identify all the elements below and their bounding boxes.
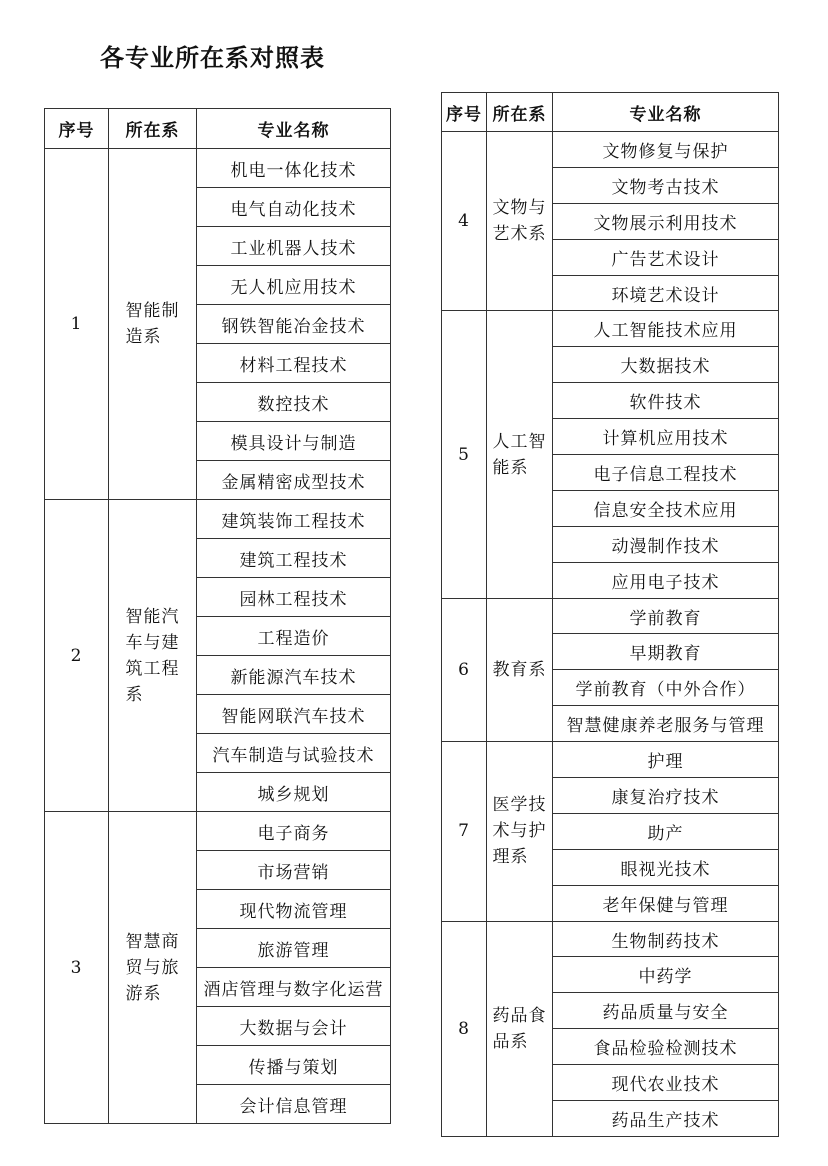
major-cell: 酒店管理与数字化运营 — [197, 968, 391, 1007]
dept-name-line: 品系 — [492, 1031, 529, 1052]
dept-name-line: 医学技 — [492, 795, 547, 816]
major-cell: 计算机应用技术 — [553, 419, 779, 455]
major-cell: 市场营销 — [197, 851, 391, 890]
seq-cell: 7 — [442, 742, 487, 921]
header-seq: 序号 — [45, 109, 109, 149]
major-cell: 早期教育 — [553, 634, 779, 670]
major-cell: 药品生产技术 — [553, 1101, 779, 1137]
dept-name-line: 智能制 — [125, 301, 180, 321]
major-cell: 人工智能技术应用 — [553, 311, 779, 347]
major-cell: 助产 — [553, 813, 779, 849]
dept-cell — [109, 149, 197, 500]
table-row — [442, 742, 779, 778]
dept-name-line: 筑工程 — [125, 658, 180, 679]
header-major: 专业名称 — [553, 93, 779, 132]
major-cell: 广告艺术设计 — [553, 239, 779, 275]
seq-cell: 3 — [45, 812, 109, 1124]
dept-name-line: 文物与 — [492, 198, 547, 219]
major-cell: 环境艺术设计 — [553, 275, 779, 311]
major-cell: 老年保健与管理 — [553, 885, 779, 921]
major-cell: 钢铁智能冶金技术 — [197, 305, 391, 344]
major-cell: 生物制药技术 — [553, 921, 779, 957]
major-cell: 软件技术 — [553, 383, 779, 419]
major-cell: 学前教育 — [553, 598, 779, 634]
dept-cell — [487, 742, 553, 921]
major-cell: 材料工程技术 — [197, 344, 391, 383]
seq-cell: 8 — [442, 921, 487, 1136]
major-cell: 传播与策划 — [197, 1046, 391, 1085]
left-table — [44, 108, 391, 1124]
dept-name — [493, 657, 547, 683]
header-row — [442, 93, 779, 132]
major-cell: 新能源汽车技术 — [197, 656, 391, 695]
major-cell: 大数据技术 — [553, 347, 779, 383]
dept-name-line: 智能汽 — [125, 606, 180, 627]
seq-cell: 1 — [45, 149, 109, 500]
dept-cell — [109, 812, 197, 1124]
dept-name-line: 贸与旅 — [125, 957, 180, 978]
major-cell: 文物展示利用技术 — [553, 203, 779, 239]
left-table-body — [45, 149, 391, 1124]
dept-name-line: 艺术系 — [492, 224, 547, 245]
dept-name — [126, 298, 180, 350]
table-row — [45, 149, 391, 188]
major-cell: 信息安全技术应用 — [553, 490, 779, 526]
major-cell: 工程造价 — [197, 617, 391, 656]
major-cell: 药品质量与安全 — [553, 993, 779, 1029]
dept-cell — [487, 921, 553, 1136]
major-cell: 智能网联汽车技术 — [197, 695, 391, 734]
dept-name-line: 教育系 — [492, 659, 547, 680]
header-dept: 所在系 — [109, 109, 197, 149]
table-row — [45, 812, 391, 851]
major-cell: 学前教育（中外合作） — [553, 670, 779, 706]
table-row — [45, 500, 391, 539]
table-row — [442, 921, 779, 957]
major-cell: 康复治疗技术 — [553, 778, 779, 814]
dept-cell — [487, 311, 553, 598]
right-table-body — [442, 132, 779, 1137]
major-cell: 无人机应用技术 — [197, 266, 391, 305]
dept-name-line: 造系 — [125, 327, 162, 347]
dept-name — [126, 604, 180, 708]
major-cell: 模具设计与制造 — [197, 422, 391, 461]
major-cell: 现代农业技术 — [553, 1065, 779, 1101]
major-cell: 文物修复与保护 — [553, 132, 779, 168]
major-cell: 会计信息管理 — [197, 1085, 391, 1124]
dept-name-line: 智慧商 — [125, 931, 180, 952]
major-cell: 城乡规划 — [197, 773, 391, 812]
dept-name-line: 车与建 — [125, 632, 180, 653]
major-cell: 现代物流管理 — [197, 890, 391, 929]
header-seq: 序号 — [442, 93, 487, 132]
seq-cell: 6 — [442, 598, 487, 742]
seq-cell: 5 — [442, 311, 487, 598]
dept-name-line: 能系 — [492, 457, 529, 478]
major-cell: 数控技术 — [197, 383, 391, 422]
major-cell: 电气自动化技术 — [197, 188, 391, 227]
seq-cell: 4 — [442, 132, 487, 311]
dept-name-line: 人工智 — [492, 431, 547, 452]
major-cell: 建筑装饰工程技术 — [197, 500, 391, 539]
dept-name-line: 游系 — [125, 983, 162, 1004]
major-cell: 汽车制造与试验技术 — [197, 734, 391, 773]
major-cell: 文物考古技术 — [553, 167, 779, 203]
table-row — [442, 311, 779, 347]
dept-name-line: 系 — [125, 684, 144, 705]
header-row — [45, 109, 391, 149]
major-cell: 智慧健康养老服务与管理 — [553, 706, 779, 742]
major-cell: 大数据与会计 — [197, 1007, 391, 1046]
page-title: 各专业所在系对照表 — [100, 44, 325, 72]
dept-name — [493, 792, 547, 870]
table-row — [442, 598, 779, 634]
dept-name — [493, 429, 547, 481]
major-cell: 机电一体化技术 — [197, 149, 391, 188]
dept-cell — [109, 500, 197, 812]
major-cell: 建筑工程技术 — [197, 539, 391, 578]
dept-cell — [487, 132, 553, 311]
major-cell: 工业机器人技术 — [197, 227, 391, 266]
major-cell: 眼视光技术 — [553, 849, 779, 885]
major-cell: 园林工程技术 — [197, 578, 391, 617]
dept-cell — [487, 598, 553, 742]
dept-name — [493, 195, 547, 247]
header-major: 专业名称 — [197, 109, 391, 149]
major-cell: 食品检验检测技术 — [553, 1029, 779, 1065]
dept-name-line: 药品食 — [492, 1005, 547, 1026]
dept-name — [493, 1003, 547, 1055]
major-cell: 护理 — [553, 742, 779, 778]
right-table — [441, 92, 779, 1137]
dept-name — [126, 929, 180, 1007]
dept-name-line: 理系 — [492, 847, 529, 868]
major-cell: 应用电子技术 — [553, 562, 779, 598]
major-cell: 旅游管理 — [197, 929, 391, 968]
header-dept: 所在系 — [487, 93, 553, 132]
major-cell: 金属精密成型技术 — [197, 461, 391, 500]
major-cell: 电子信息工程技术 — [553, 455, 779, 491]
major-cell: 动漫制作技术 — [553, 526, 779, 562]
seq-cell: 2 — [45, 500, 109, 812]
major-cell: 中药学 — [553, 957, 779, 993]
table-row — [442, 132, 779, 168]
major-cell: 电子商务 — [197, 812, 391, 851]
dept-name-line: 术与护 — [492, 821, 547, 842]
